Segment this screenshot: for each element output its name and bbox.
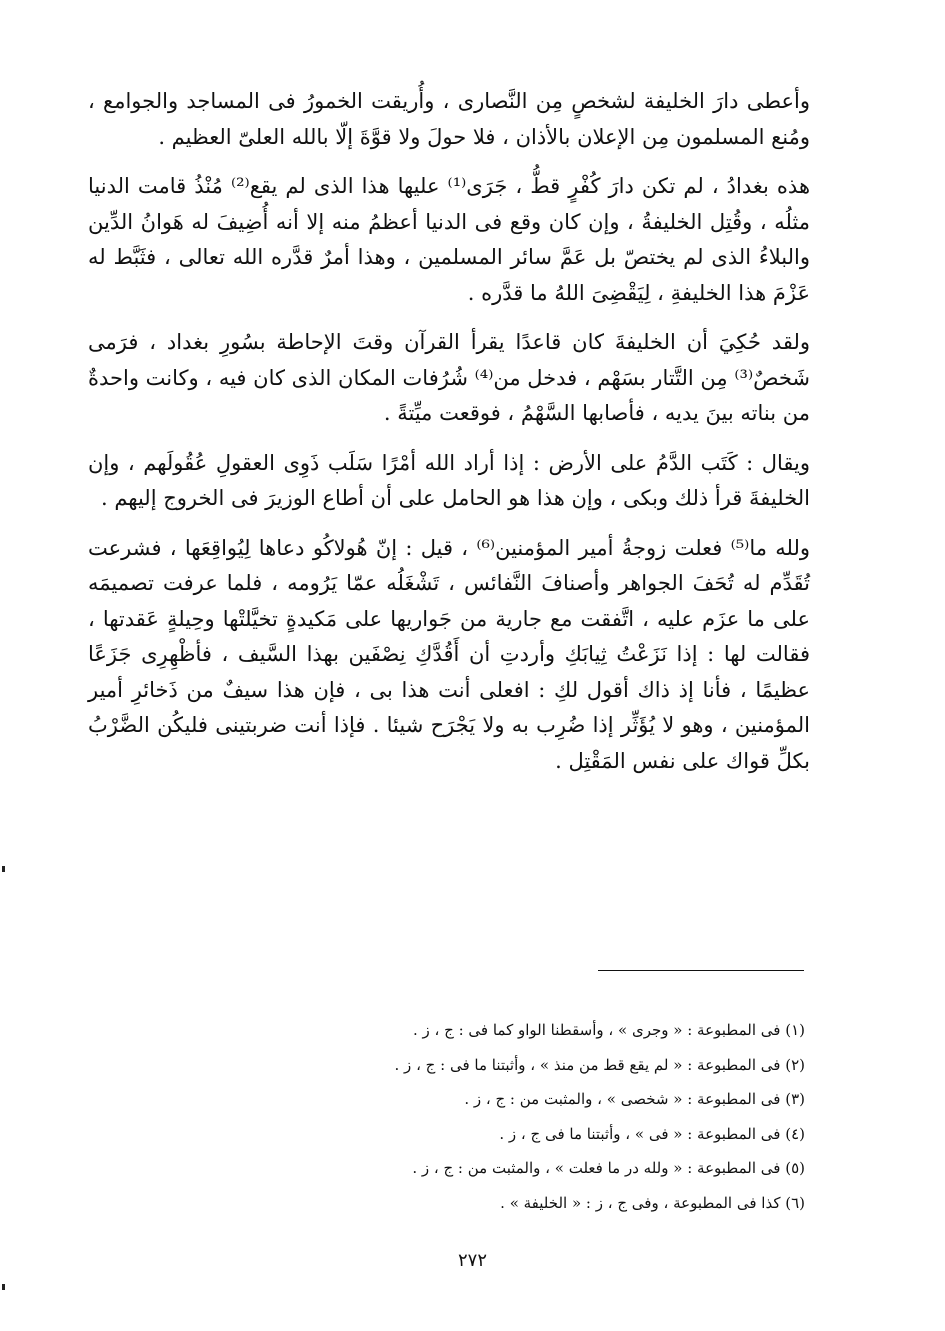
footnote-5: (٥) فى المطبوعة : « ولله در ما فعلت » ، والمثبت من : ج ، ز .: [412, 1159, 805, 1177]
paragraph-4: ويقال : كَتَب الدَّمُ على الأرض : إذا أراد الله أمْرًا سَلَب ذَوِى العقولِ عُقُولَهم ، وإن الخليفةَ قرأ ذلك وبكى ، وإن هذا هو الحامل على أن أطاع الوزيرَ فى الخروج إليهم .: [88, 450, 810, 510]
footnote-6: (٦) كذا فى المطبوعة ، وفى ج ، ز : « الخليفة » .: [500, 1193, 805, 1212]
scan-mark: [2, 866, 5, 872]
footnote-2: (٢) فى المطبوعة : « لم يقع قط من منذ » ، وأثبتنا ما فى : ج ، ز .: [394, 1055, 805, 1074]
footnote-3: (٣) فى المطبوعة : « شخصى » ، والمثبت من : ج ، ز .: [464, 1090, 805, 1108]
paragraph-2: هذه بغدادُ ، لم تكن دارَ كُفْرٍ قطُّ ، جَرَى⁽¹⁾ عليها هذا الذى لم يقع⁽²⁾ مُنْذُ قامت الدنيا مثلُه ، وقُتِل الخليفةُ ، وإن كان وقع فى الدنيا أعظمُ منه إلا أنه أُضِيفَ له هَوانُ الدِّين والبلاءُ الذى لم يختصّ بل عَمَّ سائر المسلمين ، وهذا أمرٌ قدَّره الله تعالى ، فثَبَّط له عَزْمَ هذا الخليفةِ ، لِيَقْضِىَ اللهُ ما قدَّره .: [88, 174, 811, 305]
footnote-separator: [598, 970, 804, 971]
footnote-4: (٤) فى المطبوعة : « فى » ، وأثبتنا ما فى ج ، ز .: [499, 1124, 805, 1143]
paragraph-5: ولله ما⁽⁵⁾ فعلت زوجةُ أمير المؤمنين⁽⁶⁾ ، قيل : إنّ هُولاكُو دعاها لِيُواقِعَها ، فشرعت تُقَدِّم له تُحَفَ الجواهر وأصنافَ النَّفائس ، تَشْغَلُه عمّا يَرُومه ، فلما عرفت تصميمَه على ما عزَم عليه ، اتَّفقت مع جارية من جَواريها على مَكيدةٍ تخيَّلتْها وحِيلةٍ عَقدتها ، فقالت لها : إذا نَزَعْتُ ثِيابَكِ وأردتِ أن أَقُدَّكِ نِصْفَين بهذا السَّيف ، فأظْهِرِى جَزَعًا عظيمًا ، فأنا إذ ذاك أقول لكِ : افعلى أنت هذا بى ، فإن هذا سيفٌ من ذَخائرِ أمير المؤمنين ، وهو لا يُؤَثِّر إذا ضُرِب به ولا يَجْرَح شيئا . فإذا أنت ضربتينى فليكُن الضَّرْبُ بكلِّ قواك على نفس المَقْتِل .: [88, 535, 811, 773]
footnotes: [245, 1013, 805, 1220]
main-text: [88, 84, 810, 793]
scan-mark: [2, 1284, 5, 1290]
paragraph-3: ولقد حُكِيَ أن الخليفةَ كان قاعدًا يقرأ القرآن وقتَ الإحاطة بسُورِ بغداد ، فرَمى شَخصٌ⁽³⁾ مِن التَّتار بسَهْم ، فدخل من⁽⁴⁾ شُرُفات المكان الذى كان فيه ، وكانت واحدةٌ من بناته بينَ يديه ، فأصابها السَّهْمُ ، فوقعت ميِّتةً .: [88, 330, 810, 425]
page-number: ٢٧٢: [457, 1250, 487, 1271]
paragraph-1: وأعطى دارَ الخليفة لشخصٍ مِن النَّصارى ، وأُريقت الخمورُ فى المساجد والجوامع ، ومُنع المسلمون مِن الإعلان بالأذان ، فلا حولَ ولا قوَّةَ إلّا بالله العلىّ العظيم .: [88, 89, 810, 149]
footnote-1: (١) فى المطبوعة : « وجرى » ، وأسقطنا الواو كما فى : ج ، ز .: [412, 1021, 805, 1039]
